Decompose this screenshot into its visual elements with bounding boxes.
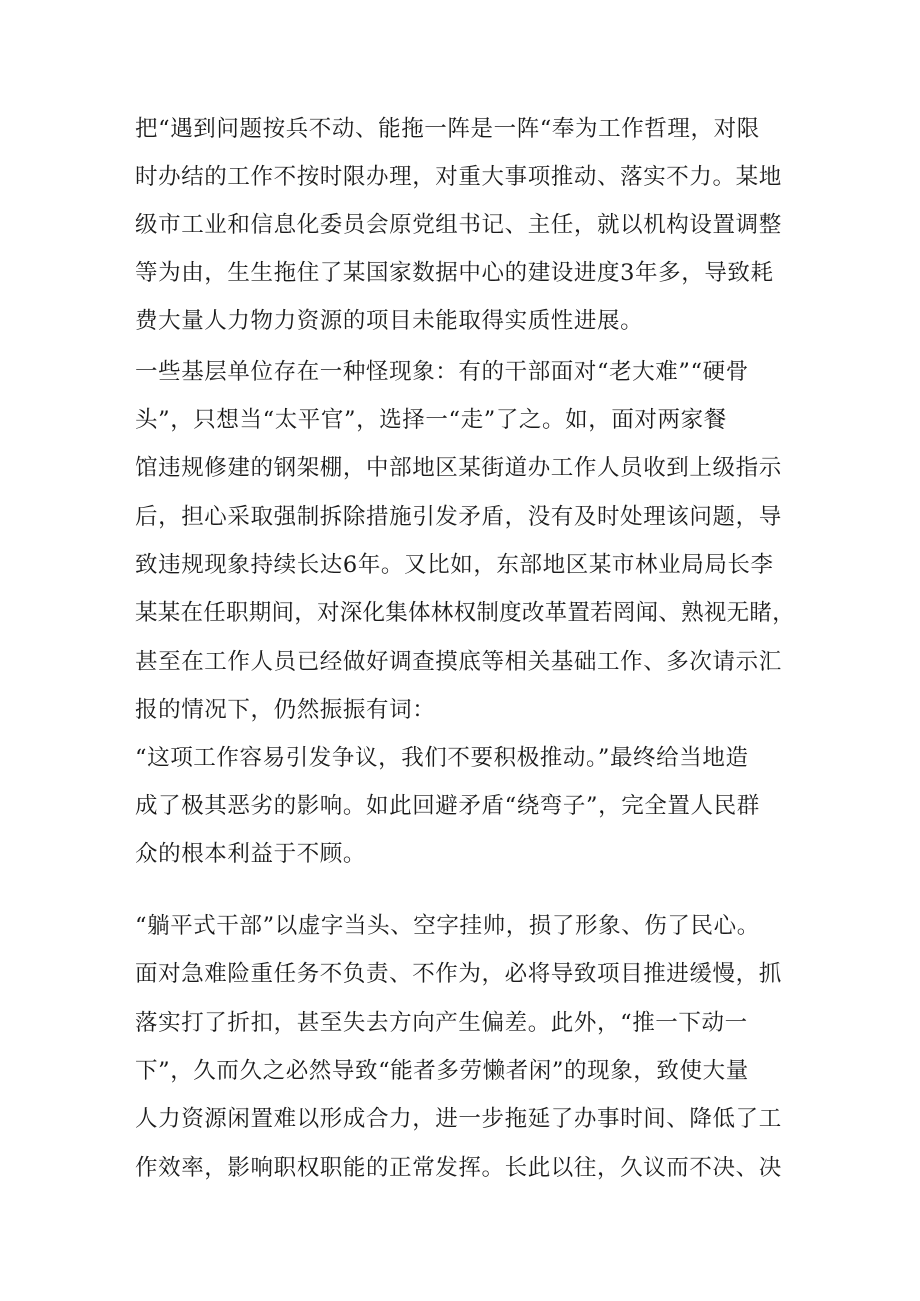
paragraph-line: 级市工业和信息化委员会原党组书记、主任，就以机构设置调整 [135,212,782,238]
paragraph-line: 时办结的工作不按时限办理，对重大事项推动、落实不力。某地 [135,164,782,190]
paragraph-line: 一些基层单位存在一种怪现象：有的干部面对“老大难”“硬骨 [135,359,749,385]
paragraph-line: 下”，久而久之必然导致“能者多劳懒者闲”的现象，致使大量 [135,1058,749,1084]
paragraph-line: 费大量人力物力资源的项目未能取得实质性进展。 [135,308,644,334]
paragraph-line: 后，担心采取强制拆除措施引发矛盾，没有及时处理该问题，导 [135,504,782,530]
paragraph-line: 报的情况下，仍然振振有词： [135,697,436,723]
paragraph-line: 甚至在工作人员已经做好调查摸底等相关基础工作、多次请示汇 [135,649,782,675]
paragraph-line: 馆违规修建的钢架棚，中部地区某街道办工作人员收到上级指示 [135,455,782,481]
paragraph-line: 落实打了折扣，甚至失去方向产生偏差。此外，“推一下动一 [135,1010,748,1036]
paragraph-line: 致违规现象持续长达6年。又比如，东部地区某市林业局局长李 [135,552,774,578]
paragraph-line: “这项工作容易引发争议，我们不要积极推动。”最终给当地造 [135,745,749,771]
paragraph-line: 把“遇到问题按兵不动、能拖一阵是一阵“奉为工作哲理，对限 [135,116,760,142]
paragraph-line: 作效率，影响职权职能的正常发挥。长此以往，久议而不决、决 [135,1155,782,1181]
paragraph-line: “躺平式干部”以虚字当头、空字挂帅，损了形象、伤了民心。 [135,913,760,939]
paragraph-line: 面对急难险重任务不负责、不作为，必将导致项目推进缓慢，抓 [135,961,782,987]
paragraph-line: 众的根本利益于不顾。 [135,841,367,867]
paragraph-line: 等为由，生生拖住了某国家数据中心的建设进度3年多，导致耗 [135,260,774,286]
paragraph-line: 成了极其恶劣的影响。如此回避矛盾“绕弯子”，完全置人民群 [135,793,760,819]
paragraph-line: 头”，只想当“太平官”，选择一“走”了之。如，面对两家餐 [135,407,727,433]
paragraph-line: 人力资源闲置难以形成合力，进一步拖延了办事时间、降低了工 [135,1106,782,1132]
paragraph-line: 某某在任职期间，对深化集体林权制度改革置若罔闻、熟视无睹， [135,600,795,626]
